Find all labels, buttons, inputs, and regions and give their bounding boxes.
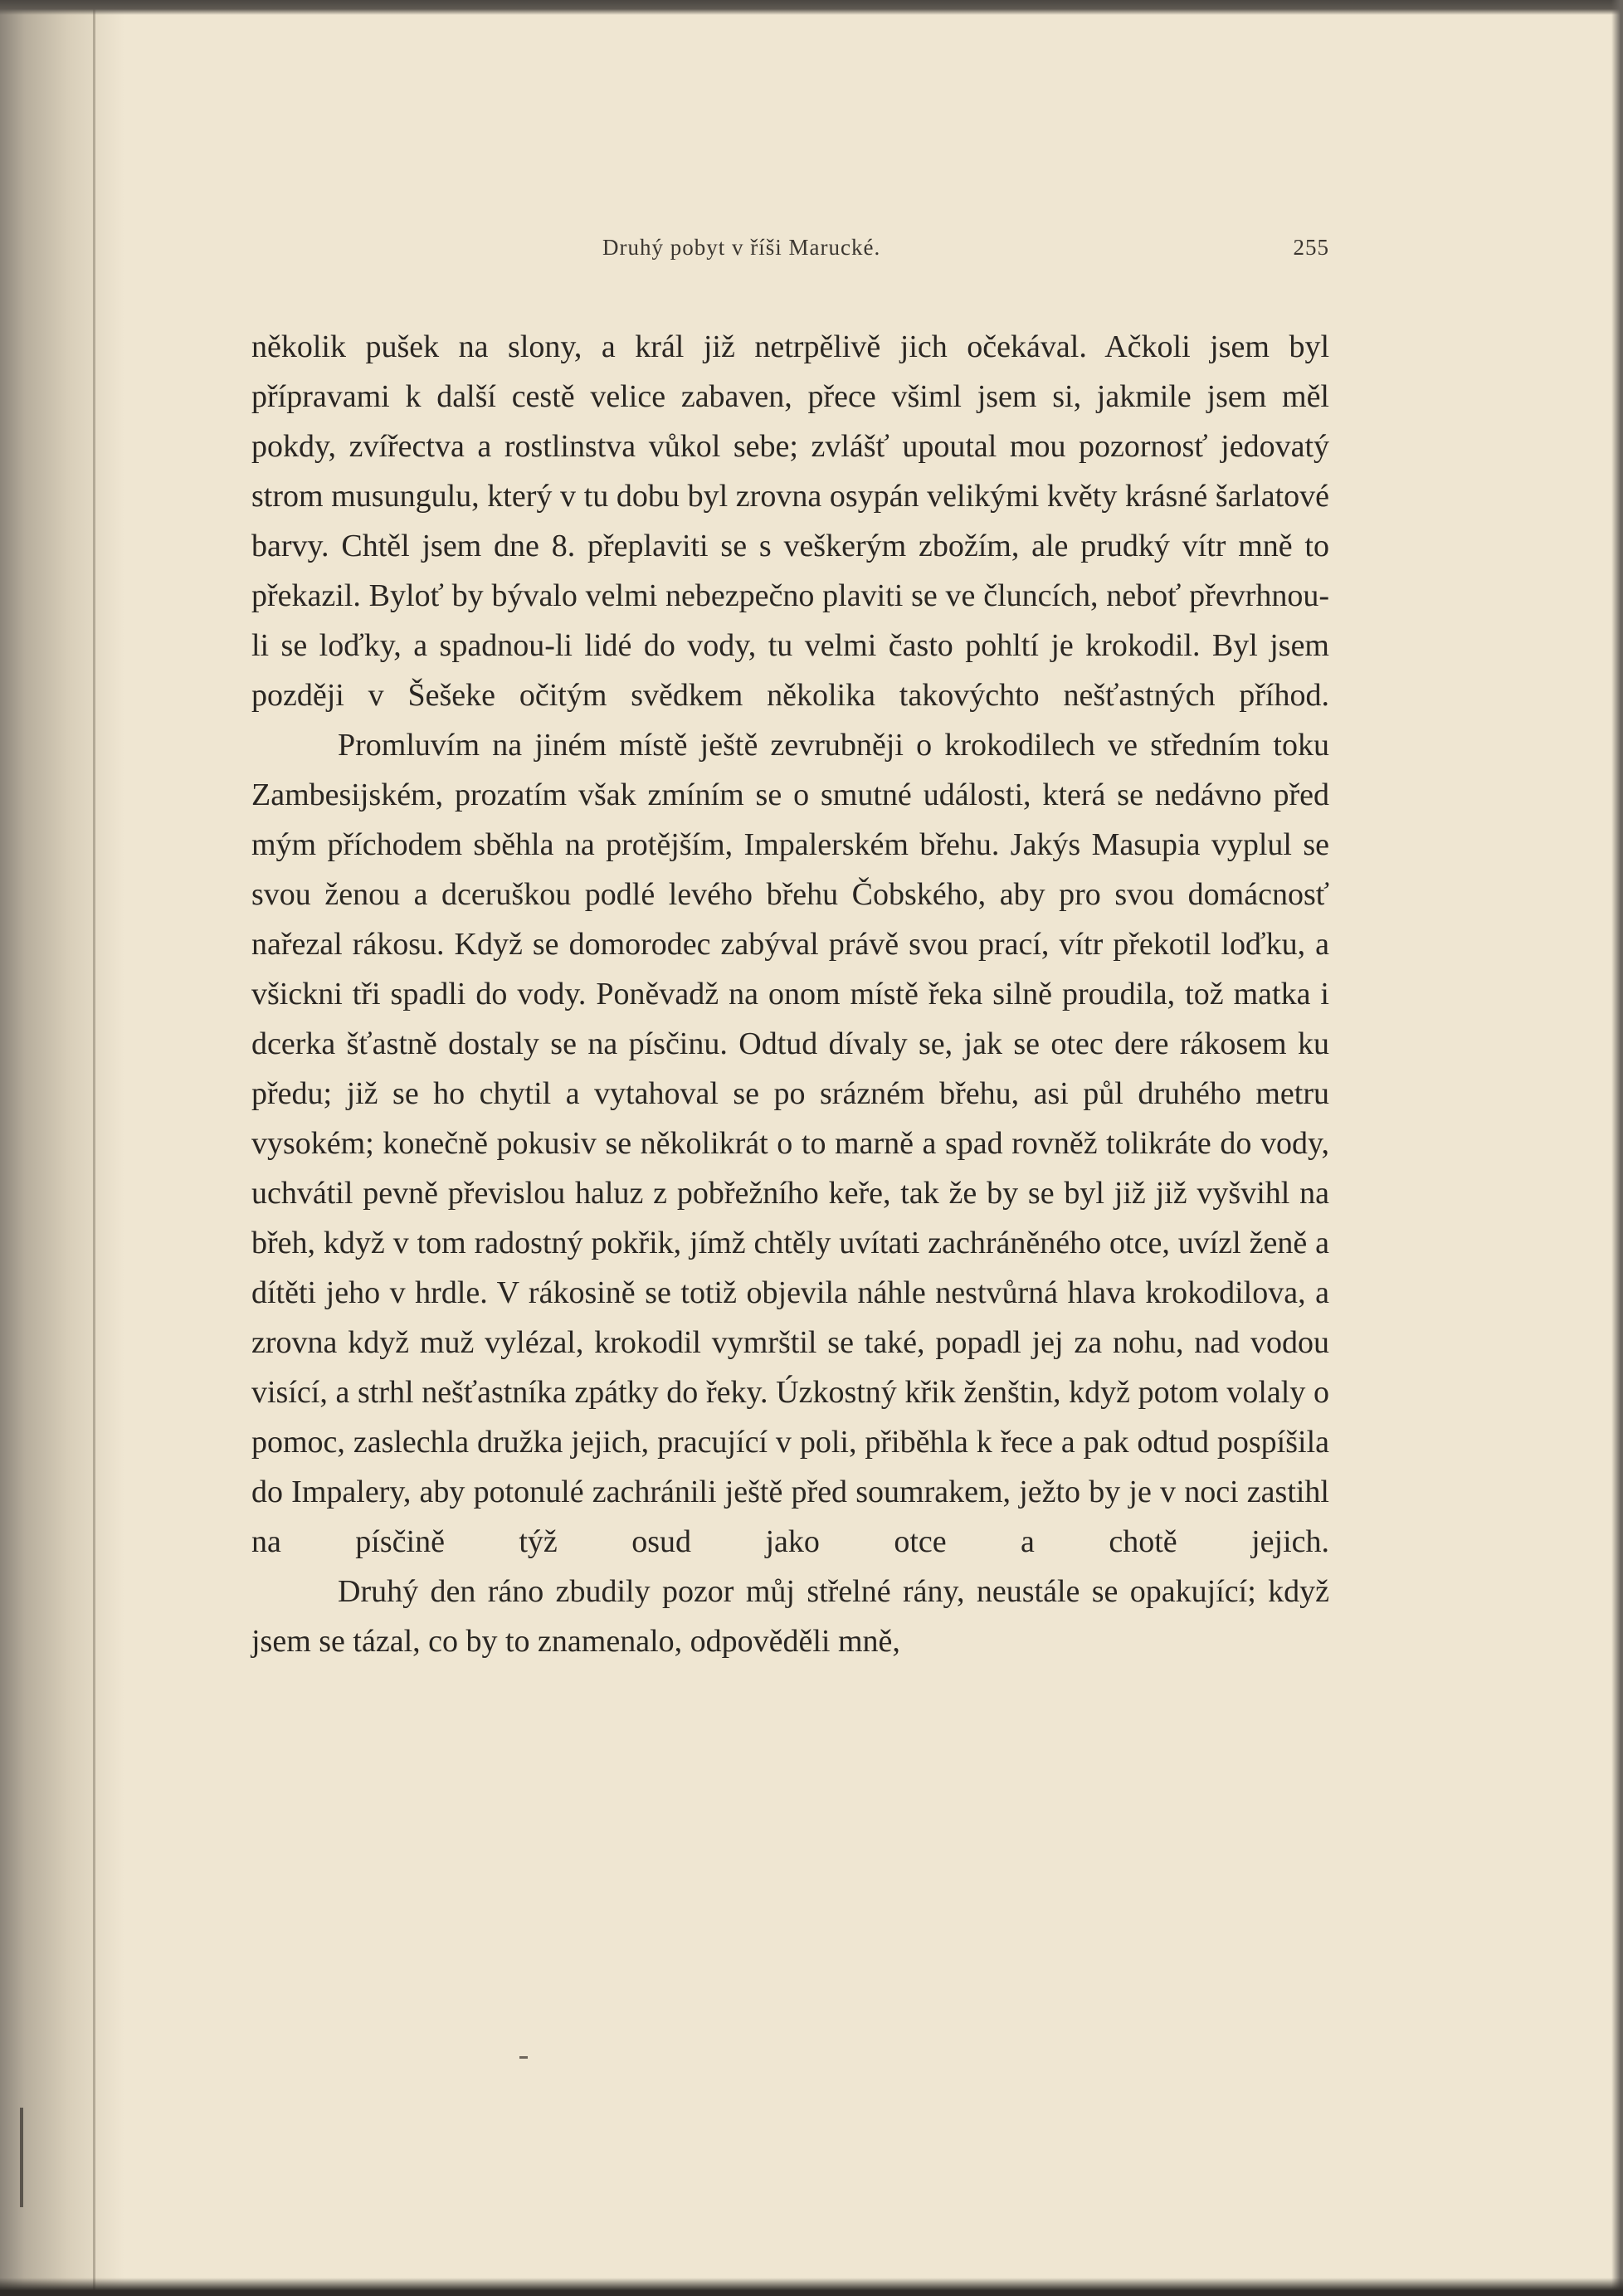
page-gutter-shadow bbox=[0, 0, 124, 2296]
page-header bbox=[249, 235, 1329, 268]
bottom-scan-edge bbox=[0, 2278, 1623, 2296]
paragraph-crocodile-story: Promluvím na jiném místě ještě zevrubněji o krokodilech ve středním toku Zambesijském, prozatím však zmíním se o smutné události, která se nedávno před mým příchodem sběhla na protějším, Impalerském břehu. Jakýs Masupia vyplul se svou ženou a dceruškou podlé levého břehu Čobského, aby pro svou domácnosť nařezal rákosu. Když se domorodec zabýval právě svou prací, vítr překotil loďku, a všickni tři spadli do vody. Poněvadž na onom místě řeka silně proudila, tož matka i dcerka šťastně dostaly se na písčinu. Odtud dívaly se, jak se otec dere rákosem ku předu; již se ho chytil a vytahoval se po srázném břehu, asi půl druhého metru vysokém; konečně pokusiv se několikrát o to marně a spad rovněž tolikráte do vody, uchvátil pevně převislou haluz z pobřežního keře, tak že by se byl již již vyšvihl na břeh, když v tom radostný pokřik, jímž chtěly uvítati zachráněného otce, uvízl ženě a dítěti jeho v hrdle. V rákosině se totiž objevila náhle nestvůrná hlava krokodilova, a zrovna když muž vylézal, krokodil vymrštil se také, popadl jej za nohu, nad vodou visící, a strhl nešťastníka zpátky do řeky. Úzkostný křik ženštin, když potom volaly o pomoc, zaslechla družka jejich, pracující v poli, přiběhla k řece a pak odtud pospíšila do Impalery, aby potonulé zachránili ještě před soumrakem, ježto by je v noci zastihl na písčině týž osud jako otce a chotě jejich. bbox=[251, 728, 1329, 1559]
paragraph-gunshots: Druhý den ráno zbudily pozor můj střelné rány, neustále se opakující; když jsem se tázal, co by to znamenalo, odpověděli mně, bbox=[251, 1574, 1329, 1659]
binding-mark bbox=[20, 2108, 23, 2207]
page-body bbox=[251, 322, 1329, 1666]
gutter-fold-line bbox=[93, 0, 95, 2296]
paragraph-continued: několik pušek na slony, a král již netrpělivě jich očekával. Ačkoli jsem byl přípravami k další cestě velice zabaven, přece všiml jsem si, jakmile jsem měl pokdy, zvířectva a rostlinstva vůkol sebe; zvlášť upoutal mou pozornosť jedovatý strom musungulu, který v tu dobu byl zrovna osypán velikými květy krásné šarlatové barvy. Chtěl jsem dne 8. přeplaviti se s veškerým zbožím, ale prudký vítr mně to překazil. Byloť by bývalo velmi nebezpečno plaviti se ve čluncích, neboť převrhnou-li se loďky, a spadnou-li lidé do vody, tu velmi často pohltí je krokodil. Byl jsem později v Šešeke očitým svědkem několika takovýchto nešťastných příhod. bbox=[251, 329, 1329, 713]
page-number: 255 bbox=[1293, 235, 1329, 260]
stray-mark bbox=[519, 2056, 528, 2059]
running-title: Druhý pobyt v říši Marucké. bbox=[602, 235, 881, 260]
top-scan-edge bbox=[0, 0, 1623, 15]
right-scan-edge bbox=[1611, 0, 1623, 2296]
